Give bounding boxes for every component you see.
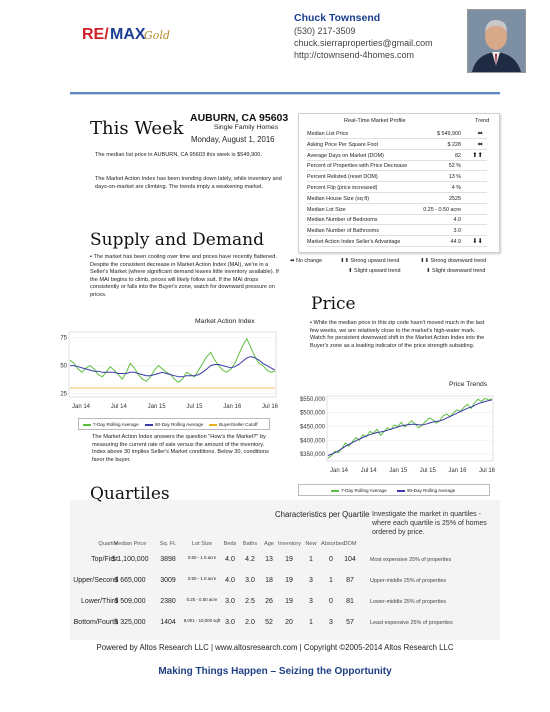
mai-legend-90day-label: 90-Day Rolling Average xyxy=(155,422,204,427)
agent-phone[interactable]: (530) 217-3509 xyxy=(294,26,356,36)
quartile-cell-new: 3 xyxy=(309,598,313,605)
profile-row-value: $ 228 xyxy=(447,141,461,148)
supply-demand-body: The market has been cooling over time and prices have recently flattened. Despite the consistent decrease in Market Action Index (MAI), we're in a Seller's Market (where significant demand leaves little inventory available). If the MAI begins to climb, prices will likely follow suit. If the MAI drops consistently or falls into the Buyer's zone, watch for downward pressure on prices. xyxy=(90,254,279,298)
price-heading: Price xyxy=(311,294,356,314)
quartile-column-header: New xyxy=(305,541,317,547)
profile-row xyxy=(307,216,487,225)
profile-row-label: Median Lot Size xyxy=(307,206,346,213)
profile-row xyxy=(307,162,487,171)
quartile-cell-inv: 20 xyxy=(285,619,293,626)
x-tick-label: Jul 16 xyxy=(261,404,279,410)
supply-demand-heading: Supply and Demand xyxy=(90,230,264,250)
quartile-cell-abs: 0 xyxy=(329,556,333,563)
mai-legend-cutoff-label: Buyer/Seller Cutoff xyxy=(219,422,258,427)
profile-row-value: 82 xyxy=(455,152,461,159)
quartile-column-header: DOM xyxy=(343,541,357,547)
quartiles-heading: Quartiles xyxy=(90,484,170,504)
profile-row-label: Median House Size (sq ft) xyxy=(307,195,370,202)
mai-explain-text: The Market Action Index answers the question "How's the Market?" by measuring the current rate of sale versus the amount of the inventory. Index above 30 implies Seller's Market conditions. Below 30, conditions favor the buyer. xyxy=(92,434,269,463)
characteristics-title: Characteristics per Quartile xyxy=(275,510,370,519)
quartile-cell-q: Lower/Third xyxy=(81,598,118,605)
x-tick-label: Jul 14 xyxy=(110,404,127,410)
mai-chart-legend xyxy=(78,418,270,430)
x-tick-label: Jan 14 xyxy=(71,404,91,410)
this-week-heading: This Week xyxy=(90,118,184,139)
profile-row xyxy=(307,173,487,182)
x-tick-label: Jul 15 xyxy=(186,404,203,410)
quartile-cell-beds: 3.0 xyxy=(225,619,235,626)
quartile-cell-q: Top/First xyxy=(91,556,118,563)
y-tick-label: $550,000 xyxy=(299,396,325,403)
profile-row xyxy=(307,130,487,139)
y-tick-label: $400,000 xyxy=(299,438,325,445)
quartile-cell-sqft: 3898 xyxy=(160,556,176,563)
mai-legend-7day-label: 7-Day Rolling Average xyxy=(93,422,139,427)
price-text: ▪ While the median price in this zip code hasn't moved much in the last few weeks, we are relatively close to the market's high-water mark. Watch for persistent downward shift in the Market Action Index into the Buyer's zone as a leading indicator of the price strength subsiding. xyxy=(310,320,485,349)
quartile-cell-new: 1 xyxy=(309,619,313,626)
plot-area xyxy=(327,396,493,461)
mai-legend-90day-swatch xyxy=(145,424,153,426)
report-date: Monday, August 1, 2016 xyxy=(191,135,275,144)
x-tick-label: Jan 15 xyxy=(389,468,408,474)
y-tick-label: $450,000 xyxy=(299,424,325,431)
mai-legend-cutoff xyxy=(209,422,257,427)
no-change-label: No change xyxy=(296,258,323,264)
quartile-cell-q: Upper/Second xyxy=(73,577,118,584)
profile-row xyxy=(307,238,487,247)
x-tick-label: Jul 14 xyxy=(360,468,377,474)
price-chart xyxy=(287,392,497,477)
svg-text:Gold: Gold xyxy=(144,29,170,42)
mai-trend-text: The Market Action Index has been trending down lately, while inventory and days-on-market are climbing. The trends imply a weakening market. xyxy=(95,176,282,190)
quartile-cell-baths: 2.0 xyxy=(245,619,255,626)
profile-row-label: Median List Price xyxy=(307,131,349,137)
profile-row xyxy=(307,195,487,204)
profile-row-label: Average Days on Market (DOM) xyxy=(307,152,384,159)
quartile-cell-sqft: 1404 xyxy=(160,619,176,626)
quartile-cell-dom: 104 xyxy=(344,556,356,563)
market-profile-table xyxy=(298,113,500,253)
profile-row-label: Median Number of Bathrooms xyxy=(307,228,379,235)
quartile-cell-lot: 0.25 - 0.50 acre xyxy=(186,597,218,602)
quartile-description: Most expensive 25% of properties xyxy=(370,557,452,563)
quartile-column-header: Inventory xyxy=(278,541,302,547)
slight-up-legend: ⬆ Slight upward trend xyxy=(348,268,401,274)
quartile-cell-baths: 4.2 xyxy=(245,556,255,563)
quartile-cell-abs: 0 xyxy=(329,598,333,605)
quartile-cell-dom: 81 xyxy=(346,598,354,605)
y-tick-label: $350,000 xyxy=(299,452,325,459)
profile-row-label: Percent Relisted (reset DOM) xyxy=(307,174,378,181)
header-divider-shadow xyxy=(70,94,500,95)
quartile-cell-abs: 3 xyxy=(329,619,333,626)
profile-row-value: 3.0 xyxy=(453,228,461,235)
quartile-cell-baths: 3.0 xyxy=(245,577,255,584)
quartile-description: Upper-middle 25% of properties xyxy=(370,578,447,584)
powered-by[interactable]: Powered by Altos Research LLC | www.altosresearch.com | Copyright ©2005-2014 Altos Research LLC xyxy=(96,643,454,652)
profile-row xyxy=(307,227,487,236)
y-tick-label: 25 xyxy=(60,391,67,398)
quartile-cell-age: 52 xyxy=(265,619,273,626)
location-title: AUBURN, CA 95603 xyxy=(190,112,289,124)
median-price-text: The median list price in AUBURN, CA 95603 this week is $549,900. xyxy=(95,152,262,158)
quartile-cell-lot: 8,001 - 10,000 sqft xyxy=(183,618,221,623)
quartile-cell-beds: 4.0 xyxy=(225,577,235,584)
profile-row-label: Median Number of Bedrooms xyxy=(307,217,378,224)
quartile-column-header: Baths xyxy=(242,541,258,547)
profile-row-value: 0.25 - 0.50 acre xyxy=(423,206,461,213)
profile-row-value: 4 % xyxy=(451,185,461,191)
quartile-cell-age: 18 xyxy=(265,577,273,584)
quartile-column-header: Absorbed xyxy=(321,541,345,547)
x-tick-label: Jan 16 xyxy=(223,404,242,410)
trend-arrow-icon: ⬆⬆ xyxy=(472,151,483,159)
quartile-description: Lower-middle 25% of properties xyxy=(370,599,447,605)
x-tick-label: Jan 14 xyxy=(329,468,349,474)
quartile-cell-beds: 4.0 xyxy=(225,556,235,563)
quartile-cell-beds: 3.0 xyxy=(225,598,235,605)
mai-legend-7day xyxy=(83,422,139,427)
strong-up-label: Strong upward trend xyxy=(350,258,400,264)
profile-row xyxy=(307,206,487,215)
quartile-column-header: Lot Size xyxy=(191,541,213,547)
profile-row-value: 2525 xyxy=(449,195,461,202)
tagline: Making Things Happen – Seizing the Opportunity xyxy=(158,666,392,677)
quartile-cell-new: 3 xyxy=(309,577,313,584)
y-tick-label: 50 xyxy=(60,363,67,370)
strong-down-label: Strong downward trend xyxy=(430,258,487,264)
remax-logo xyxy=(82,20,174,46)
price-legend-7day xyxy=(331,488,387,493)
mai-legend-cutoff-swatch xyxy=(209,424,217,426)
mai-chart-title: Market Action Index xyxy=(195,318,255,325)
profile-row xyxy=(307,152,487,161)
price-body: While the median price in this zip code hasn't moved much in the last few weeks, we are relatively close to the market's high-water mark. Watch for persistent downward shift in the Market Action Index into the Buyer's zone as a leading indicator of the price strength subsiding. xyxy=(310,320,485,349)
quartile-cell-sqft: 2380 xyxy=(160,598,176,605)
agent-photo xyxy=(467,9,526,73)
mai-legend-7day-swatch xyxy=(83,424,91,426)
quartile-cell-dom: 57 xyxy=(346,619,354,626)
slight-up-label: Slight upward trend xyxy=(354,268,401,274)
price-chart-title: Price Trends xyxy=(449,381,488,388)
quartile-column-header: Quartile xyxy=(98,541,118,547)
profile-row-value: $ 549,900 xyxy=(437,131,461,137)
quartile-cell-abs: 1 xyxy=(329,577,333,584)
quartile-cell-q: Bottom/Fourth xyxy=(73,619,118,626)
svg-text:RE/: RE/ xyxy=(82,26,109,43)
property-type: Single Family Homes xyxy=(213,124,279,131)
profile-trend-label: Trend xyxy=(475,118,490,124)
profile-row-label: Market Action Index Seller's Advantage xyxy=(307,239,401,245)
quartile-column-header: Sq. Ft. xyxy=(159,541,177,547)
price-legend-7day-swatch xyxy=(331,490,339,492)
quartile-cell-age: 26 xyxy=(265,598,273,605)
profile-row-value: 13 % xyxy=(448,174,461,181)
quartile-description: Least expensive 25% of properties xyxy=(370,620,453,626)
quartile-column-header: Age xyxy=(264,541,274,547)
mai-chart xyxy=(55,328,280,413)
slight-down-legend: ⬇ Slight downward trend xyxy=(426,268,486,274)
quartile-column-header: Beds xyxy=(223,541,237,547)
profile-row xyxy=(307,141,487,150)
quartile-cell-dom: 87 xyxy=(346,577,354,584)
price-legend-90day xyxy=(397,488,455,493)
agent-name: Chuck Townsend xyxy=(294,12,381,24)
strong-down-legend: ⬇⬇ Strong downward trend xyxy=(420,258,487,264)
profile-row-value: 52 % xyxy=(448,163,461,170)
price-legend-7day-label: 7-Day Rolling Average xyxy=(341,488,387,493)
price-legend-90day-label: 90-Day Rolling Average xyxy=(407,488,456,493)
quartile-cell-price: $ 509,000 xyxy=(114,598,146,605)
supply-demand-text: ▪ The market has been cooling over time and prices have recently flattened. Despite the consistent decrease in Market Action Index (MAI), we're in a Seller's Market (where significant demand leaves little inventory available). If the MAI begins to climb, prices will likely follow suit. If the MAI drops consistently or falls into the Buyer's zone, watch for downward pressure on prices. xyxy=(90,254,279,298)
agent-email[interactable]: chuck.sierraproperties@gmail.com xyxy=(294,38,433,48)
svg-text:MAX: MAX xyxy=(110,26,146,43)
quartile-column-header: Median Price xyxy=(113,541,147,547)
quartile-cell-lot: 0.50 - 1.0 acre xyxy=(187,555,217,560)
profile-row-label: Asking Price Per Square Foot xyxy=(307,141,379,148)
quartile-cell-sqft: 3009 xyxy=(160,577,176,584)
no-change-legend: ⬌ No change xyxy=(290,258,323,264)
x-tick-label: Jan 15 xyxy=(147,404,166,410)
price-legend-90day-swatch xyxy=(397,490,405,492)
quartile-cell-baths: 2.5 xyxy=(245,598,255,605)
quartile-cell-lot: 0.50 - 1.0 acre xyxy=(187,576,217,581)
profile-title: Real-Time Market Profile xyxy=(344,118,406,124)
y-tick-label: $500,000 xyxy=(299,410,325,417)
quartile-cell-inv: 19 xyxy=(285,556,293,563)
profile-row-value: 44.9 xyxy=(450,239,461,245)
quartile-cell-inv: 19 xyxy=(285,598,293,605)
profile-row-label: Percent of Properties with Price Decrease xyxy=(307,163,408,170)
trend-arrow-icon: ⬌ xyxy=(477,130,483,137)
profile-row-label: Percent Flip (price increased) xyxy=(307,185,378,191)
slight-down-label: Slight downward trend xyxy=(432,268,486,274)
mai-legend-90day xyxy=(145,422,203,427)
x-tick-label: Jul 15 xyxy=(419,468,436,474)
profile-row-value: 4.0 xyxy=(453,217,461,224)
profile-row xyxy=(307,184,487,193)
x-tick-label: Jan 16 xyxy=(448,468,467,474)
quartile-cell-price: $ 665,000 xyxy=(114,577,146,584)
quartile-cell-price: $ 325,000 xyxy=(114,619,146,626)
x-tick-label: Jul 16 xyxy=(478,468,496,474)
quartile-cell-age: 13 xyxy=(265,556,273,563)
trend-arrow-icon: ⬇⬇ xyxy=(472,238,483,245)
y-tick-label: 75 xyxy=(60,335,67,342)
price-chart-legend xyxy=(298,484,490,496)
trend-legend xyxy=(290,258,500,278)
trend-arrow-icon: ⬌ xyxy=(477,140,483,148)
quartile-cell-inv: 19 xyxy=(285,577,293,584)
strong-up-legend: ⬆⬆ Strong upward trend xyxy=(340,258,400,264)
quartile-cell-new: 1 xyxy=(309,556,313,563)
quartiles-investigate-text: Investigate the market in quartiles - where each quartile is 25% of homes ordered by price. xyxy=(372,511,487,536)
agent-website[interactable]: http://ctownsend-4homes.com xyxy=(294,50,415,60)
quartile-cell-price: $ 1,100,000 xyxy=(111,556,149,563)
